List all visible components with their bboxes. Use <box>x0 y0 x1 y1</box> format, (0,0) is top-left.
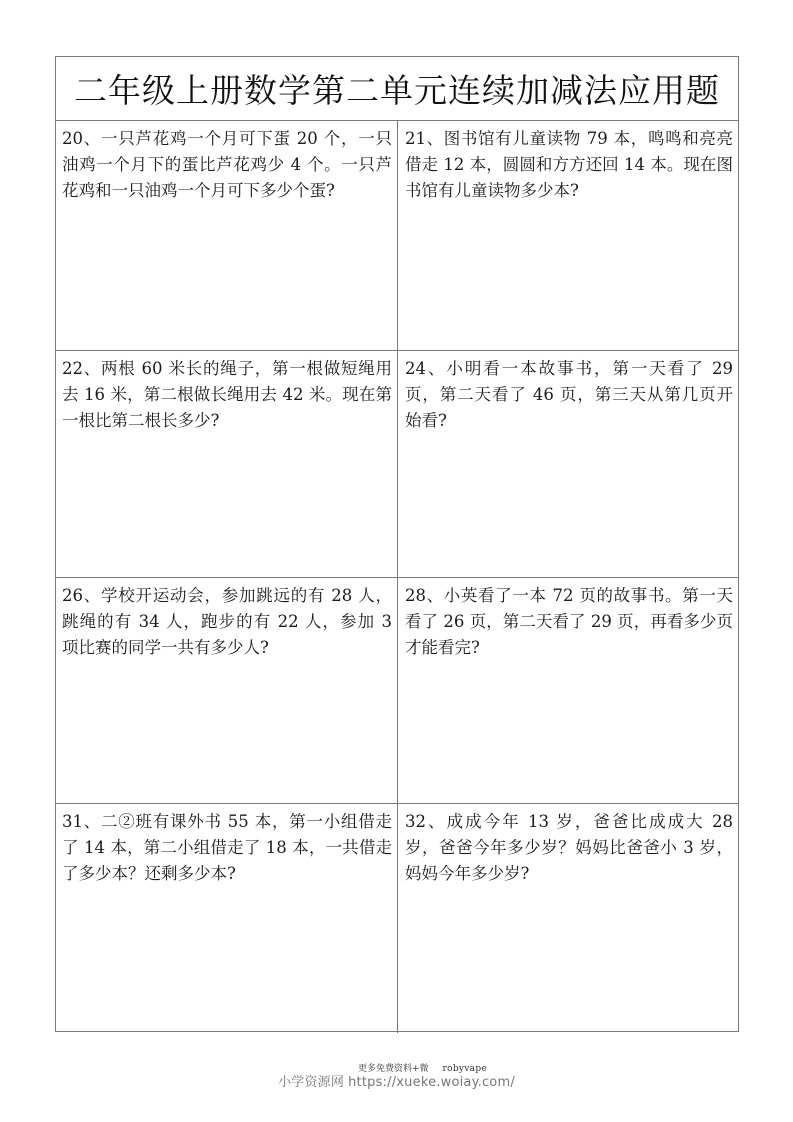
title-row <box>56 57 738 121</box>
site-url-link[interactable]: https://xueke.woiay.com/ <box>348 1075 515 1090</box>
problem-28: 28、小英看了一本 72 页的故事书。第一天看了 26 页，第二天看了 29 页，再看多少页才能看完? <box>405 586 733 657</box>
problem-24: 24、小明看一本故事书，第一天看了 29 页，第二天看了 46 页，第三天从第几页开始看? <box>405 359 733 430</box>
problem-20: 20、一只芦花鸡一个月可下蛋 20 个，一只油鸡一个月下的蛋比芦花鸡少 4 个。一只芦花鸡和一只油鸡一个月可下多少个蛋? <box>56 121 398 350</box>
problem-32: 32、成成今年 13 岁，爸爸比成成大 28 岁，爸爸今年多少岁？妈妈比爸爸小 3 岁，妈妈今年多少岁? <box>405 812 733 883</box>
problem-21: 21、图书馆有儿童读物 79 本，鸣鸣和亮亮借走 12 本，圆圆和方方还回 14 本。现在图书馆有儿童读物多少本? <box>405 129 733 200</box>
promo-handle: robyvape <box>442 1064 488 1074</box>
site-name: 小学资源网 <box>278 1075 345 1090</box>
problem-26: 26、学校开运动会，参加跳远的有 28 人，跳绳的有 34 人，跑步的有 22 人，参加 3 项比赛的同学一共有多少人? <box>56 578 398 803</box>
footer-site <box>0 1071 793 1090</box>
problem-row-1 <box>56 121 738 351</box>
promo-text: 更多免费资料+微 <box>357 1064 429 1074</box>
page-title: 二年级上册数学第二单元连续加减法应用题 <box>74 71 720 110</box>
problem-row-4 <box>56 804 738 1033</box>
problem-row-2 <box>56 351 738 578</box>
problem-22: 22、两根 60 米长的绳子，第一根做短绳用去 16 米，第二根做长绳用去 42 米。现在第一根比第二根长多少? <box>56 351 398 577</box>
problem-31: 31、二②班有课外书 55 本，第一小组借走了 14 本，第二小组借走了 18 本，一共借走了多少本？还剩多少本? <box>56 804 398 1033</box>
problem-row-3 <box>56 578 738 804</box>
worksheet-table <box>55 56 739 1032</box>
problem-grid <box>56 121 738 1031</box>
